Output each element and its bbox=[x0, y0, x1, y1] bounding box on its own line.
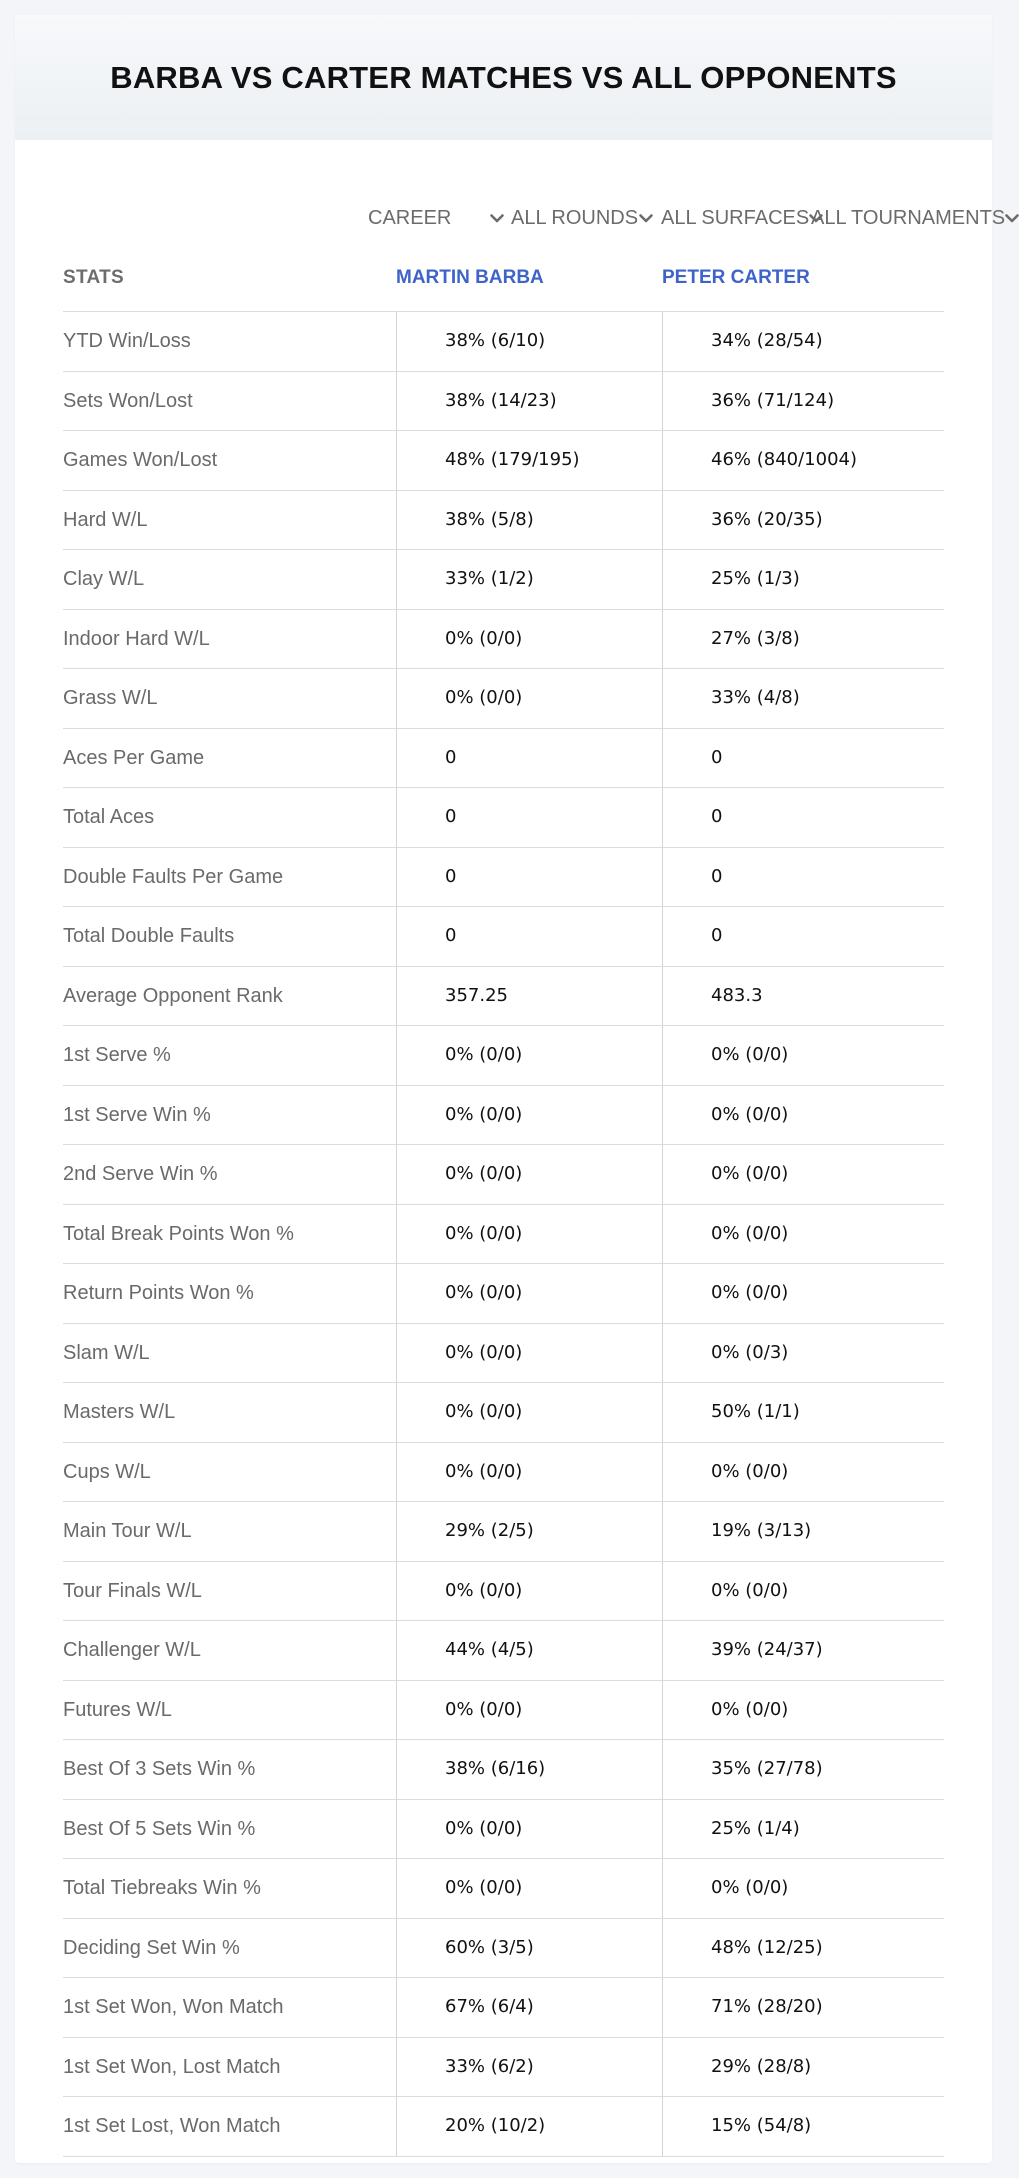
stat-label: Futures W/L bbox=[63, 1698, 172, 1721]
filter-label: ALL SURFACES bbox=[661, 206, 810, 229]
player1-stat-value: 0% (0/0) bbox=[396, 1324, 660, 1383]
filter-label: CAREER bbox=[368, 206, 452, 229]
stat-label: Grass W/L bbox=[63, 687, 158, 709]
player1-stat-value: 357.25 bbox=[396, 967, 660, 1026]
table-row bbox=[63, 2097, 944, 2157]
player1-stat-value: 0 bbox=[396, 788, 660, 847]
chevron-down-icon bbox=[489, 210, 505, 226]
table-row bbox=[63, 610, 944, 670]
player1-stat-value: 0% (0/0) bbox=[396, 1145, 660, 1204]
player1-stat-value: 0% (0/0) bbox=[396, 1383, 660, 1442]
stat-label: Best Of 3 Sets Win % bbox=[63, 1758, 256, 1780]
player1-stat-value: 48% (179/195) bbox=[396, 431, 660, 490]
card-header bbox=[15, 15, 992, 140]
player1-column-header[interactable]: MARTIN BARBA bbox=[396, 267, 544, 288]
player2-stat-value: 34% (28/54) bbox=[662, 312, 944, 371]
player2-stat-value: 71% (28/20) bbox=[662, 1978, 944, 2037]
stat-label: Tour Finals W/L bbox=[63, 1579, 202, 1602]
player2-stat-value: 0% (0/0) bbox=[662, 1681, 944, 1740]
stat-label: Challenger W/L bbox=[63, 1639, 201, 1661]
player1-stat-value: 0% (0/0) bbox=[396, 669, 660, 728]
stat-label: Best Of 5 Sets Win % bbox=[63, 1817, 256, 1840]
stat-label: 1st Set Won, Lost Match bbox=[63, 2055, 281, 2078]
table-row bbox=[63, 1145, 944, 1205]
filter-label: ALL TOURNAMENTS bbox=[811, 206, 1006, 229]
table-row bbox=[63, 1443, 944, 1503]
player2-stat-value: 36% (71/124) bbox=[662, 372, 944, 431]
player2-stat-value: 0% (0/0) bbox=[662, 1205, 944, 1264]
stat-label: Masters W/L bbox=[63, 1401, 176, 1423]
chevron-down-icon bbox=[638, 210, 653, 226]
player1-stat-value: 0% (0/0) bbox=[396, 1859, 660, 1918]
player2-stat-value: 27% (3/8) bbox=[662, 610, 944, 669]
table-row bbox=[63, 431, 944, 491]
stat-label: YTD Win/Loss bbox=[63, 330, 191, 352]
table-row bbox=[63, 848, 944, 908]
player1-stat-value: 38% (14/23) bbox=[396, 372, 660, 431]
table-row bbox=[63, 1205, 944, 1265]
table-row bbox=[63, 1264, 944, 1324]
table-row bbox=[63, 1383, 944, 1443]
player2-stat-value: 0% (0/0) bbox=[662, 1026, 944, 1085]
table-row bbox=[63, 312, 944, 372]
stat-label: Aces Per Game bbox=[63, 746, 205, 769]
stat-label: Cups W/L bbox=[63, 1460, 151, 1483]
player1-stat-value: 0 bbox=[396, 729, 660, 788]
stats-column-header: STATS bbox=[63, 267, 124, 288]
table-row bbox=[63, 1681, 944, 1741]
player1-stat-value: 0% (0/0) bbox=[396, 1681, 660, 1740]
player1-stat-value: 38% (6/16) bbox=[396, 1740, 660, 1799]
stat-label: Double Faults Per Game bbox=[63, 865, 284, 888]
table-row bbox=[63, 1919, 944, 1979]
player1-stat-value: 0% (0/0) bbox=[396, 610, 660, 669]
player2-stat-value: 46% (840/1004) bbox=[662, 431, 944, 490]
player2-stat-value: 0 bbox=[662, 788, 944, 847]
stats-table-body bbox=[63, 312, 944, 2157]
stat-label: Total Tiebreaks Win % bbox=[63, 1877, 261, 1899]
player2-stat-value: 29% (28/8) bbox=[662, 2038, 944, 2097]
table-row bbox=[63, 1800, 944, 1860]
table-row bbox=[63, 1086, 944, 1146]
player2-stat-value: 33% (4/8) bbox=[662, 669, 944, 728]
stat-label: Slam W/L bbox=[63, 1341, 150, 1364]
stat-label: Main Tour W/L bbox=[63, 1520, 192, 1542]
player2-stat-value: 483.3 bbox=[662, 967, 944, 1026]
player2-stat-value: 0% (0/0) bbox=[662, 1264, 944, 1323]
table-row bbox=[63, 729, 944, 789]
table-row bbox=[63, 1502, 944, 1562]
table-row bbox=[63, 1026, 944, 1086]
player1-stat-value: 0% (0/0) bbox=[396, 1264, 660, 1323]
table-row bbox=[63, 967, 944, 1027]
player1-stat-value: 0% (0/0) bbox=[396, 1443, 660, 1502]
player2-column-header[interactable]: PETER CARTER bbox=[662, 267, 810, 288]
player2-stat-value: 0% (0/0) bbox=[662, 1443, 944, 1502]
stat-label: Average Opponent Rank bbox=[63, 984, 283, 1007]
rounds-filter-dropdown[interactable] bbox=[511, 188, 653, 248]
player2-stat-value: 0 bbox=[662, 848, 944, 907]
player2-stat-value: 19% (3/13) bbox=[662, 1502, 944, 1561]
player1-stat-value: 29% (2/5) bbox=[396, 1502, 660, 1561]
player2-stat-value: 39% (24/37) bbox=[662, 1621, 944, 1680]
player2-stat-value: 15% (54/8) bbox=[662, 2097, 944, 2156]
player2-stat-value: 0 bbox=[662, 907, 944, 966]
table-row bbox=[63, 788, 944, 848]
player1-stat-value: 60% (3/5) bbox=[396, 1919, 660, 1978]
player2-stat-value: 0% (0/3) bbox=[662, 1324, 944, 1383]
table-row bbox=[63, 907, 944, 967]
player1-stat-value: 38% (6/10) bbox=[396, 312, 660, 371]
stat-label: Clay W/L bbox=[63, 568, 145, 590]
player1-stat-value: 0% (0/0) bbox=[396, 1205, 660, 1264]
page-title: BARBA VS CARTER MATCHES VS ALL OPPONENTS bbox=[110, 59, 897, 95]
player1-stat-value: 0% (0/0) bbox=[396, 1086, 660, 1145]
stat-label: Games Won/Lost bbox=[63, 449, 218, 471]
stat-label: 1st Serve Win % bbox=[63, 1103, 211, 1126]
stat-label: Total Aces bbox=[63, 806, 155, 828]
stat-label: Hard W/L bbox=[63, 508, 148, 531]
tournaments-filter-dropdown[interactable] bbox=[811, 188, 1006, 248]
player2-stat-value: 36% (20/35) bbox=[662, 491, 944, 550]
stat-label: 1st Set Lost, Won Match bbox=[63, 2115, 281, 2137]
stat-label: Return Points Won % bbox=[63, 1282, 254, 1304]
player1-stat-value: 0% (0/0) bbox=[396, 1562, 660, 1621]
player2-stat-value: 0% (0/0) bbox=[662, 1086, 944, 1145]
player2-stat-value: 48% (12/25) bbox=[662, 1919, 944, 1978]
player2-stat-value: 50% (1/1) bbox=[662, 1383, 944, 1442]
player2-stat-value: 35% (27/78) bbox=[662, 1740, 944, 1799]
player1-stat-value: 0% (0/0) bbox=[396, 1026, 660, 1085]
stat-label: Sets Won/Lost bbox=[63, 389, 193, 412]
table-row bbox=[63, 1324, 944, 1384]
stat-label: 2nd Serve Win % bbox=[63, 1163, 218, 1185]
player1-stat-value: 44% (4/5) bbox=[396, 1621, 660, 1680]
player1-stat-value: 38% (5/8) bbox=[396, 491, 660, 550]
stat-label: Deciding Set Win % bbox=[63, 1936, 240, 1959]
filter-label: ALL ROUNDS bbox=[511, 206, 639, 229]
table-row bbox=[63, 1740, 944, 1800]
chevron-down-icon bbox=[1005, 210, 1019, 226]
stats-card bbox=[15, 15, 1006, 2163]
filter-bar bbox=[15, 188, 1006, 248]
player1-stat-value: 0 bbox=[396, 848, 660, 907]
player2-stat-value: 0% (0/0) bbox=[662, 1859, 944, 1918]
player2-stat-value: 0 bbox=[662, 729, 944, 788]
table-row bbox=[63, 1978, 944, 2038]
player1-stat-value: 67% (6/4) bbox=[396, 1978, 660, 2037]
table-row bbox=[63, 1562, 944, 1622]
stat-label: Total Double Faults bbox=[63, 925, 235, 947]
table-row bbox=[63, 372, 944, 432]
player2-stat-value: 25% (1/4) bbox=[662, 1800, 944, 1859]
stat-label: Total Break Points Won % bbox=[63, 1222, 294, 1245]
player2-stat-value: 0% (0/0) bbox=[662, 1145, 944, 1204]
player1-stat-value: 20% (10/2) bbox=[396, 2097, 660, 2156]
player1-stat-value: 33% (6/2) bbox=[396, 2038, 660, 2097]
player2-stat-value: 25% (1/3) bbox=[662, 550, 944, 609]
surfaces-filter-dropdown[interactable] bbox=[661, 188, 810, 248]
player2-stat-value: 0% (0/0) bbox=[662, 1562, 944, 1621]
stats-table-header bbox=[63, 245, 944, 312]
table-row bbox=[63, 669, 944, 729]
table-row bbox=[63, 2038, 944, 2098]
stat-label: 1st Set Won, Won Match bbox=[63, 1996, 284, 2018]
table-row bbox=[63, 1621, 944, 1681]
player1-stat-value: 33% (1/2) bbox=[396, 550, 660, 609]
table-row bbox=[63, 1859, 944, 1919]
career-filter-dropdown[interactable] bbox=[368, 188, 505, 248]
player1-stat-value: 0 bbox=[396, 907, 660, 966]
stat-label: 1st Serve % bbox=[63, 1044, 171, 1066]
table-row bbox=[63, 491, 944, 551]
player1-stat-value: 0% (0/0) bbox=[396, 1800, 660, 1859]
stat-label: Indoor Hard W/L bbox=[63, 627, 210, 650]
table-row bbox=[63, 550, 944, 610]
